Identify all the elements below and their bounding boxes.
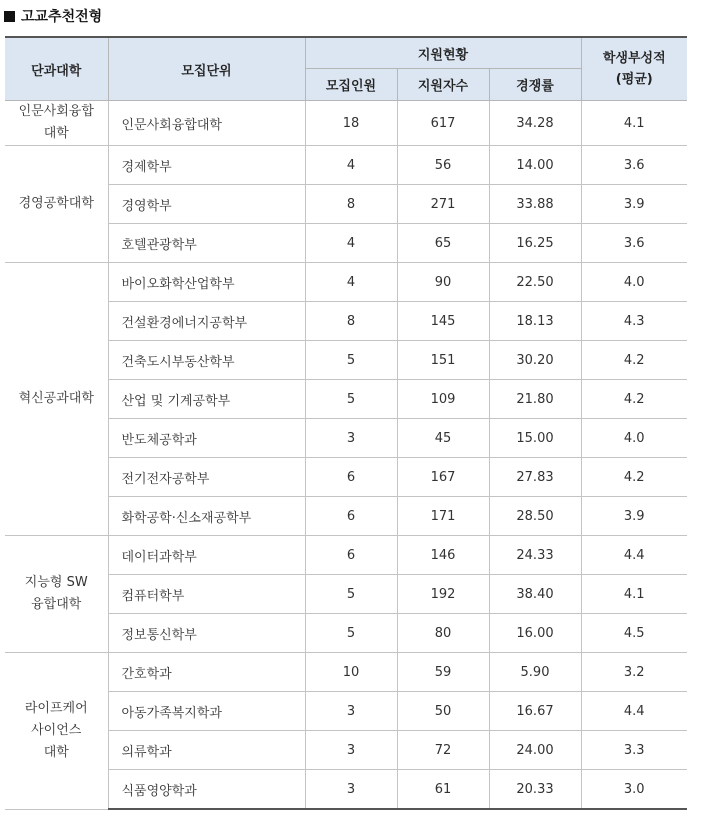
- gpa-cell: 4.2: [581, 380, 687, 419]
- gpa-cell: 3.6: [581, 224, 687, 263]
- quota-cell: 8: [305, 185, 397, 224]
- admissions-table: [5, 36, 687, 810]
- applicants-cell: 146: [397, 536, 489, 575]
- unit-cell: 건축도시부동산학부: [108, 341, 305, 380]
- unit-cell: 전기전자공학부: [108, 458, 305, 497]
- unit-cell: 아동가족복지학과: [108, 692, 305, 731]
- unit-cell: 산업 및 기계공학부: [108, 380, 305, 419]
- applicants-cell: 56: [397, 146, 489, 185]
- college-cell: [5, 263, 108, 536]
- table-row: [5, 692, 687, 731]
- header-gpa: [581, 37, 687, 101]
- applicants-cell: 80: [397, 614, 489, 653]
- quota-cell: 5: [305, 575, 397, 614]
- unit-cell: 바이오화학산업학부: [108, 263, 305, 302]
- gpa-cell: 4.3: [581, 302, 687, 341]
- applicants-cell: 50: [397, 692, 489, 731]
- table-row: [5, 575, 687, 614]
- ratio-cell: 5.90: [489, 653, 581, 692]
- college-name-line: 지능형 SW: [24, 575, 88, 590]
- ratio-cell: 33.88: [489, 185, 581, 224]
- quota-cell: 8: [305, 302, 397, 341]
- quota-cell: 3: [305, 731, 397, 770]
- quota-cell: 5: [305, 614, 397, 653]
- ratio-cell: 27.83: [489, 458, 581, 497]
- table-row: [5, 101, 687, 146]
- table-row: [5, 770, 687, 810]
- college-name-line: 경영공학대학: [18, 196, 94, 211]
- quota-cell: 3: [305, 770, 397, 810]
- gpa-cell: 4.4: [581, 692, 687, 731]
- unit-cell: 인문사회융합대학: [108, 101, 305, 146]
- header-ratio: 경쟁률: [489, 69, 581, 101]
- gpa-cell: 3.6: [581, 146, 687, 185]
- table-row: [5, 380, 687, 419]
- quota-cell: 4: [305, 146, 397, 185]
- ratio-cell: 16.67: [489, 692, 581, 731]
- unit-cell: 간호학과: [108, 653, 305, 692]
- gpa-cell: 3.9: [581, 497, 687, 536]
- table-row: [5, 146, 687, 185]
- section-title-text: 고교추천전형: [21, 9, 103, 25]
- unit-cell: 데이터과학부: [108, 536, 305, 575]
- quota-cell: 3: [305, 419, 397, 458]
- ratio-cell: 14.00: [489, 146, 581, 185]
- quota-cell: 10: [305, 653, 397, 692]
- table-row: [5, 224, 687, 263]
- ratio-cell: 38.40: [489, 575, 581, 614]
- applicants-cell: 65: [397, 224, 489, 263]
- header-college: 단과대학: [5, 37, 108, 101]
- college-name-line: 라이프케어: [24, 700, 88, 716]
- applicants-cell: 171: [397, 497, 489, 536]
- gpa-cell: 4.0: [581, 419, 687, 458]
- applicants-cell: 151: [397, 341, 489, 380]
- quota-cell: 6: [305, 536, 397, 575]
- gpa-cell: 3.9: [581, 185, 687, 224]
- ratio-cell: 24.33: [489, 536, 581, 575]
- applicants-cell: 167: [397, 458, 489, 497]
- gpa-cell: 3.2: [581, 653, 687, 692]
- college-name-line: 인문사회융합: [18, 104, 94, 119]
- unit-cell: 건설환경에너지공학부: [108, 302, 305, 341]
- table-body: [5, 101, 687, 810]
- ratio-cell: 24.00: [489, 731, 581, 770]
- header-applicants: 지원자수: [397, 69, 489, 101]
- applicants-cell: 59: [397, 653, 489, 692]
- applicants-cell: 145: [397, 302, 489, 341]
- college-name-line: 사이언스: [31, 722, 82, 738]
- unit-cell: 화학공학·신소재공학부: [108, 497, 305, 536]
- table-row: [5, 731, 687, 770]
- gpa-cell: 3.3: [581, 731, 687, 770]
- gpa-cell: 4.0: [581, 263, 687, 302]
- unit-cell: 의류학과: [108, 731, 305, 770]
- unit-cell: 호텔관광학부: [108, 224, 305, 263]
- applicants-cell: 271: [397, 185, 489, 224]
- table-row: [5, 263, 687, 302]
- quota-cell: 3: [305, 692, 397, 731]
- gpa-cell: 4.1: [581, 101, 687, 146]
- table-row: [5, 536, 687, 575]
- applicants-cell: 90: [397, 263, 489, 302]
- applicants-cell: 61: [397, 770, 489, 810]
- table-row: [5, 185, 687, 224]
- applicants-cell: 617: [397, 101, 489, 146]
- header-unit: 모집단위: [108, 37, 305, 101]
- header-gpa-line1: 학생부성적: [602, 51, 666, 66]
- header-row-1: [5, 37, 687, 69]
- header-gpa-line2: (평균): [615, 72, 653, 87]
- college-name-line: 융합대학: [31, 597, 82, 612]
- college-cell: [5, 101, 108, 146]
- quota-cell: 18: [305, 101, 397, 146]
- table-row: [5, 653, 687, 692]
- college-name-line: 대학: [43, 744, 69, 760]
- header-status: 지원현황: [305, 37, 581, 69]
- ratio-cell: 16.00: [489, 614, 581, 653]
- college-name-line: 대학: [43, 126, 69, 141]
- table-row: [5, 341, 687, 380]
- unit-cell: 경영학부: [108, 185, 305, 224]
- college-cell: [5, 536, 108, 653]
- table-row: [5, 458, 687, 497]
- college-name-line: 혁신공과대학: [18, 391, 94, 406]
- gpa-cell: 4.2: [581, 341, 687, 380]
- applicants-cell: 109: [397, 380, 489, 419]
- table-row: [5, 302, 687, 341]
- applicants-cell: 192: [397, 575, 489, 614]
- applicants-cell: 72: [397, 731, 489, 770]
- ratio-cell: 34.28: [489, 101, 581, 146]
- quota-cell: 4: [305, 224, 397, 263]
- ratio-cell: 20.33: [489, 770, 581, 810]
- unit-cell: 식품영양학과: [108, 770, 305, 810]
- quota-cell: 6: [305, 458, 397, 497]
- college-cell: [5, 146, 108, 263]
- ratio-cell: 21.80: [489, 380, 581, 419]
- gpa-cell: 4.2: [581, 458, 687, 497]
- ratio-cell: 22.50: [489, 263, 581, 302]
- gpa-cell: 4.5: [581, 614, 687, 653]
- table-row: [5, 497, 687, 536]
- unit-cell: 정보통신학부: [108, 614, 305, 653]
- quota-cell: 4: [305, 263, 397, 302]
- ratio-cell: 28.50: [489, 497, 581, 536]
- gpa-cell: 3.0: [581, 770, 687, 810]
- ratio-cell: 30.20: [489, 341, 581, 380]
- ratio-cell: 16.25: [489, 224, 581, 263]
- quota-cell: 5: [305, 380, 397, 419]
- gpa-cell: 4.1: [581, 575, 687, 614]
- gpa-cell: 4.4: [581, 536, 687, 575]
- table-row: [5, 614, 687, 653]
- black-square-icon: [4, 11, 15, 22]
- unit-cell: 반도체공학과: [108, 419, 305, 458]
- ratio-cell: 15.00: [489, 419, 581, 458]
- quota-cell: 5: [305, 341, 397, 380]
- ratio-cell: 18.13: [489, 302, 581, 341]
- section-title: [4, 6, 102, 26]
- unit-cell: 경제학부: [108, 146, 305, 185]
- applicants-cell: 45: [397, 419, 489, 458]
- header-quota: 모집인원: [305, 69, 397, 101]
- quota-cell: 6: [305, 497, 397, 536]
- college-cell: [5, 653, 108, 810]
- table-row: [5, 419, 687, 458]
- unit-cell: 컴퓨터학부: [108, 575, 305, 614]
